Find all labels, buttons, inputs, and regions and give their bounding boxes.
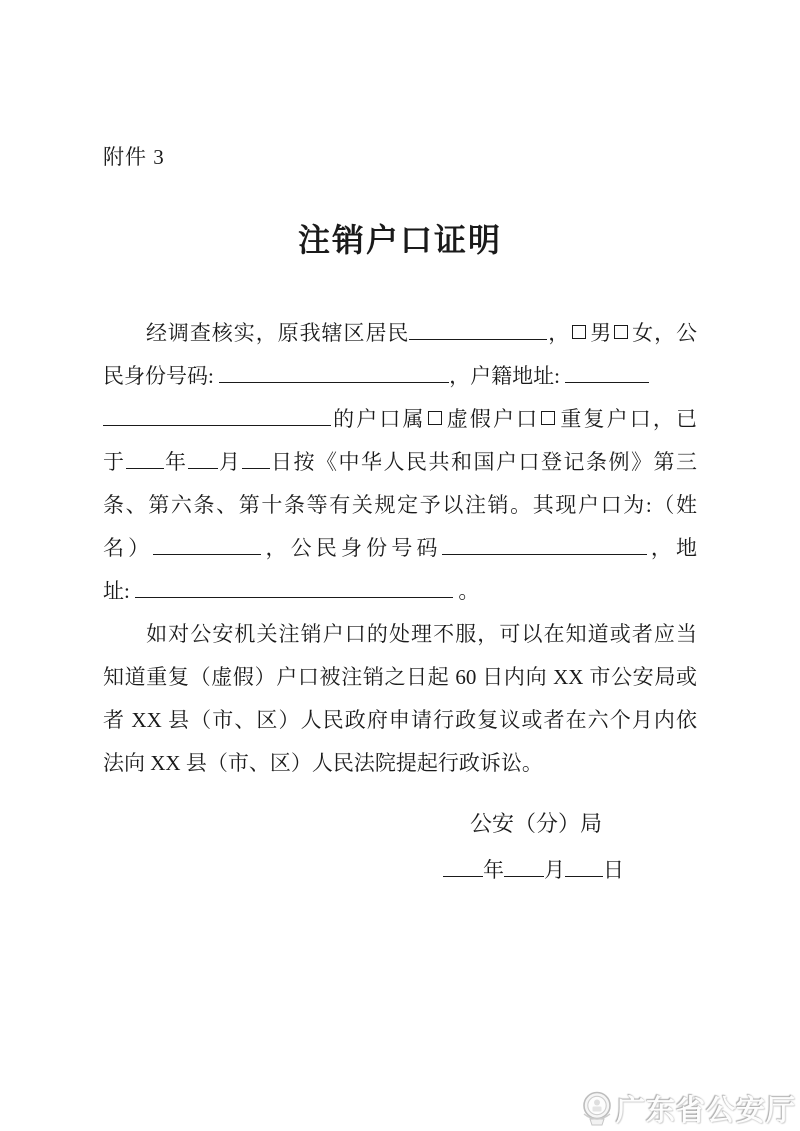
text-segment: 。: [453, 579, 480, 603]
text-segment: 年: [483, 858, 504, 882]
page-title: 注销户口证明: [297, 222, 502, 258]
blank-underline: [126, 448, 164, 469]
blank-underline: [565, 856, 603, 877]
attachment-label: 附件 3: [103, 145, 165, 169]
checkbox-icon: [614, 325, 628, 339]
blank-underline: [103, 405, 331, 426]
text-segment: 址:: [103, 579, 136, 603]
text-segment: 民身份号码:: [103, 364, 220, 388]
text-segment: 法向 XX 县（市、区）人民法院提起行政诉讼。: [103, 751, 543, 775]
text-segment: 月: [217, 450, 242, 474]
blank-underline: [409, 319, 547, 340]
text-segment: ，户籍地址:: [449, 364, 566, 388]
text-segment: 名）: [103, 536, 154, 560]
signature-date-line: [443, 849, 624, 892]
paragraph-indent: [103, 339, 145, 340]
police-badge-icon: [580, 1090, 614, 1127]
checkbox-icon: [572, 325, 586, 339]
text-segment: ，地: [646, 536, 698, 560]
document-line: [103, 312, 697, 355]
text-segment: 男: [589, 321, 613, 345]
text-segment: 月: [544, 858, 565, 882]
paragraph-indent: [103, 640, 145, 641]
blank-underline: [135, 577, 453, 598]
signature-org: 公安（分）局: [470, 811, 603, 836]
text-segment: 于: [103, 450, 126, 474]
text-segment: 日按《中华人民共和国户口登记条例》第三: [269, 450, 697, 474]
document-line: [103, 699, 697, 742]
text-segment: 的户口属: [331, 407, 426, 431]
document-line: [103, 570, 697, 613]
text-segment: 女，公: [631, 321, 698, 345]
text-segment: 日: [603, 858, 624, 882]
document-line: [103, 355, 697, 398]
checkbox-icon: [428, 411, 442, 425]
watermark: [580, 1088, 796, 1129]
text-segment: 者 XX 县（市、区）人民政府申请行政复议或者在六个月内依: [103, 708, 697, 732]
document-line: [103, 484, 697, 527]
text-segment: 重复户口，已: [558, 407, 697, 431]
blank-underline: [242, 448, 270, 469]
blank-underline: [442, 534, 647, 555]
text-segment: 虚假户口: [444, 407, 540, 431]
document-body: [103, 312, 697, 785]
document-line: [103, 527, 697, 570]
document-line: [103, 613, 697, 656]
watermark-text: 广东省公安厅: [615, 1095, 796, 1127]
text-segment: 如对公安机关注销户口的处理不服，可以在知道或者应当: [145, 622, 697, 646]
document-line: [103, 398, 697, 441]
blank-underline: [188, 448, 218, 469]
blank-underline: [443, 856, 483, 877]
text-segment: 知道重复（虚假）户口被注销之日起 60 日内向 XX 市公安局或: [103, 665, 697, 689]
text-segment: ，: [547, 321, 571, 345]
text-segment: ，公民身份号码: [261, 536, 442, 560]
document-line: [103, 742, 697, 785]
document-line: [103, 441, 697, 484]
blank-underline: [565, 362, 649, 383]
text-segment: 年: [163, 450, 188, 474]
text-segment: 条、第六条、第十条等有关规定予以注销。其现户口为:（姓: [103, 493, 697, 517]
blank-underline: [153, 534, 261, 555]
blank-underline: [219, 362, 449, 383]
checkbox-icon: [541, 411, 555, 425]
text-segment: 经调查核实，原我辖区居民: [145, 321, 410, 345]
document-line: [103, 656, 697, 699]
blank-underline: [504, 856, 544, 877]
